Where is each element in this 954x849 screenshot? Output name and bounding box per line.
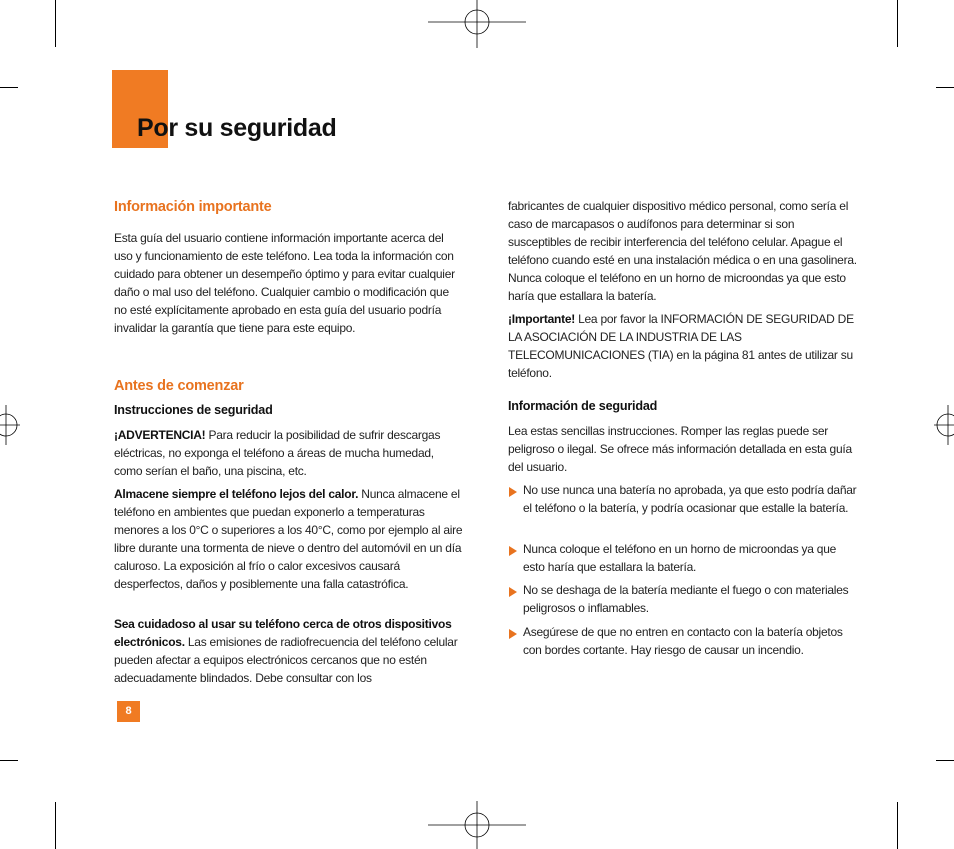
registration-mark-left-icon <box>0 400 20 450</box>
electronics-text: Las emisiones de radiofrecuencia del teléfono celular pueden afectar a equipos electrónicos cercanos que no estén adecuadamente blindados. Debe consultar con los <box>114 634 458 685</box>
electronics-label: Sea cuidadoso al usar su teléfono cerca de otros dispositivos electrónicos. <box>114 617 452 649</box>
list-item-text: Asegúrese de que no entren en contacto con la batería objetos con bordes cortante. Hay riesgo de causar un incendio. <box>523 625 843 657</box>
page-number: 8 <box>117 701 140 722</box>
bullet-arrow-icon <box>509 629 517 639</box>
list-item <box>508 541 860 577</box>
section-heading-antes-de-comenzar: Antes de comenzar <box>114 378 244 394</box>
electronics-paragraph <box>114 616 464 688</box>
list-item <box>508 482 860 518</box>
section-heading-informacion-importante: Información importante <box>114 199 272 215</box>
heat-paragraph <box>114 486 464 593</box>
list-item <box>508 624 860 660</box>
page-title: Por su seguridad <box>137 114 337 142</box>
important-text: Lea por favor la INFORMACIÓN DE SEGURIDAD DE LA ASOCIACIÓN DE LA INDUSTRIA DE LAS TELECOMUNICACIONES (TIA) en la página 81 antes de utilizar su teléfono. <box>508 312 854 380</box>
heat-label: Almacene siempre el teléfono lejos del calor. <box>114 487 359 501</box>
important-paragraph <box>508 311 860 383</box>
registration-mark-right-icon <box>934 400 954 450</box>
warning-paragraph <box>114 427 464 481</box>
subheading-informacion-seguridad: Información de seguridad <box>508 399 658 413</box>
list-item <box>508 582 860 618</box>
bullet-arrow-icon <box>509 587 517 597</box>
continued-paragraph: fabricantes de cualquier dispositivo médico personal, como sería el caso de marcapasos o audífonos para determinar si son susceptibles de recibir interferencia del teléfono celular. Apague el teléfono cuando esté en una instalación médica o en una gasolinera. Nunca coloque el teléfono en un horno de microondas ya que esto haría que estallara la batería. <box>508 199 857 303</box>
list-item-text: No use nunca una batería no aprobada, ya que esto podría dañar el teléfono o la batería, y podría ocasionar que estalle la batería. <box>523 483 857 515</box>
important-label: ¡Importante! <box>508 312 575 326</box>
warning-text: Para reducir la posibilidad de sufrir descargas eléctricas, no exponga el teléfono a áreas de mucha humedad, como serían el baño, una piscina, etc. <box>114 428 441 478</box>
bullet-arrow-icon <box>509 546 517 556</box>
heat-text: Nunca almacene el teléfono en ambientes que puedan exponerlo a temperaturas menores a los 0°C o superiores a los 40°C, como por ejemplo al aire libre durante una tormenta de nieve o dentro del automóvil en un día caluroso. La exposición al frío o calor excesivos causará desperfectos, daños y posiblemente una falla catastrófica. <box>114 487 463 591</box>
safety-intro-paragraph: Lea estas sencillas instrucciones. Romper las reglas puede ser peligroso o ilegal. Se ofrece más información detallada en esta guía del usuario. <box>508 424 852 474</box>
list-item-text: No se deshaga de la batería mediante el fuego o con materiales peligrosos o inflamables. <box>523 583 849 615</box>
registration-mark-bottom-icon <box>428 799 526 849</box>
list-item-text: Nunca coloque el teléfono en un horno de microondas ya que esto haría que estallara la batería. <box>523 542 837 574</box>
bullet-arrow-icon <box>509 487 517 497</box>
intro-paragraph: Esta guía del usuario contiene información importante acerca del uso y funcionamiento de este teléfono. Lea toda la información con cuidado para obtener un desempeño óptimo y para evitar cualquier daño o mal uso del teléfono. Cualquier cambio o modificación que no esté explícitamente aprobado en esta guía del usuario podría invalidar la garantía que tiene para este equipo. <box>114 231 455 335</box>
registration-mark-top-icon <box>428 0 526 50</box>
subheading-instrucciones: Instrucciones de seguridad <box>114 403 273 417</box>
warning-label: ¡ADVERTENCIA! <box>114 428 206 442</box>
